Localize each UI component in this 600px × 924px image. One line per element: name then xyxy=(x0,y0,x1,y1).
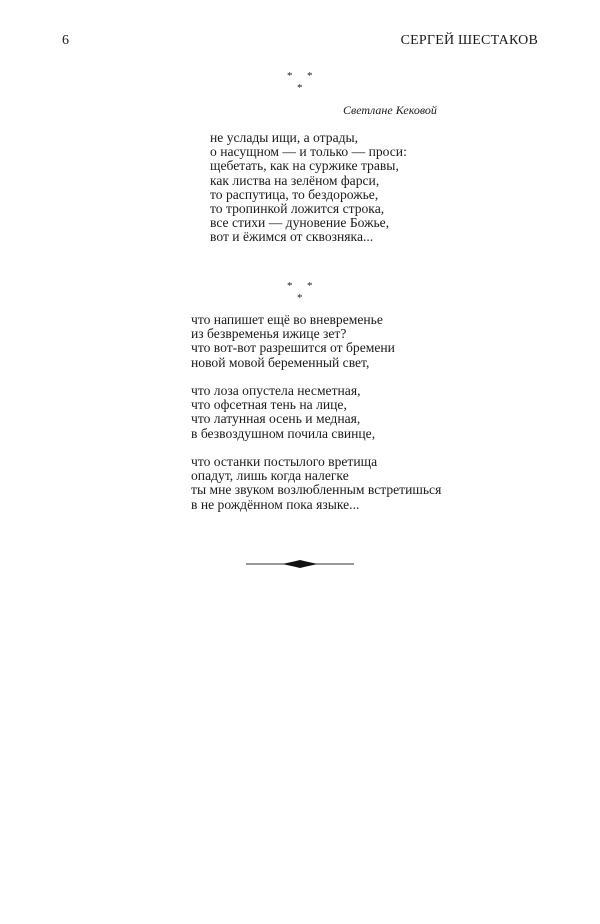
poem-line: все стихи — дуновение Божье, xyxy=(210,215,390,231)
asterisk-icon: * xyxy=(307,70,313,82)
poem-line: то распутица, то бездорожье, xyxy=(210,186,379,202)
poem-line: не услады ищи, а отрады, xyxy=(210,130,359,145)
stanza-break xyxy=(191,370,441,384)
poem-line: что латунная осень и медная, xyxy=(191,411,361,427)
section-end-ornament-icon xyxy=(246,560,354,568)
poem-line: ты мне звуком возлюбленным встретишься xyxy=(191,482,442,498)
poem-line: щебетать, как на суржике травы, xyxy=(210,158,399,174)
asterisk-icon: * xyxy=(307,280,313,292)
page-number: 6 xyxy=(62,33,69,48)
poem-1 xyxy=(210,131,407,245)
poem-line: как листва на зелёном фарси, xyxy=(210,172,380,188)
asterisk-icon: * xyxy=(297,292,303,304)
poem-line: то тропинкой ложится строка, xyxy=(210,201,385,217)
poem-line: о насущном — и только — проси: xyxy=(210,144,407,160)
poem-line: новой мовой беременный свет, xyxy=(191,354,370,370)
poem-line: что останки постылого вретища xyxy=(191,454,378,469)
running-head-author: СЕРГЕЙ ШЕСТАКОВ xyxy=(400,33,538,48)
poem-line: что офсетная тень на лице, xyxy=(191,397,347,413)
poem-line: в не рождённом пока языке... xyxy=(191,496,360,512)
stanza-break xyxy=(191,441,441,455)
asterisk-icon: * xyxy=(287,70,293,82)
asterism-separator-1 xyxy=(287,71,327,95)
asterisk-icon: * xyxy=(297,82,303,94)
asterisk-icon: * xyxy=(287,280,293,292)
poem-line: опадут, лишь когда налегке xyxy=(191,468,349,484)
poem-dedication: Светлане Кековой xyxy=(343,103,437,117)
poem-line: что вот-вот разрешится от бремени xyxy=(191,340,395,356)
poem-line: в безвоздушном почила свинце, xyxy=(191,425,376,441)
poem-line: что лоза опустела несметная, xyxy=(191,383,361,398)
poem-2 xyxy=(191,313,441,512)
poem-line: из безвременья ижице зет? xyxy=(191,326,347,342)
asterism-separator-2 xyxy=(287,281,327,305)
poem-line: вот и ёжимся от сквозняка... xyxy=(210,229,374,245)
poem-line: что напишет ещё во вневременье xyxy=(191,312,383,327)
